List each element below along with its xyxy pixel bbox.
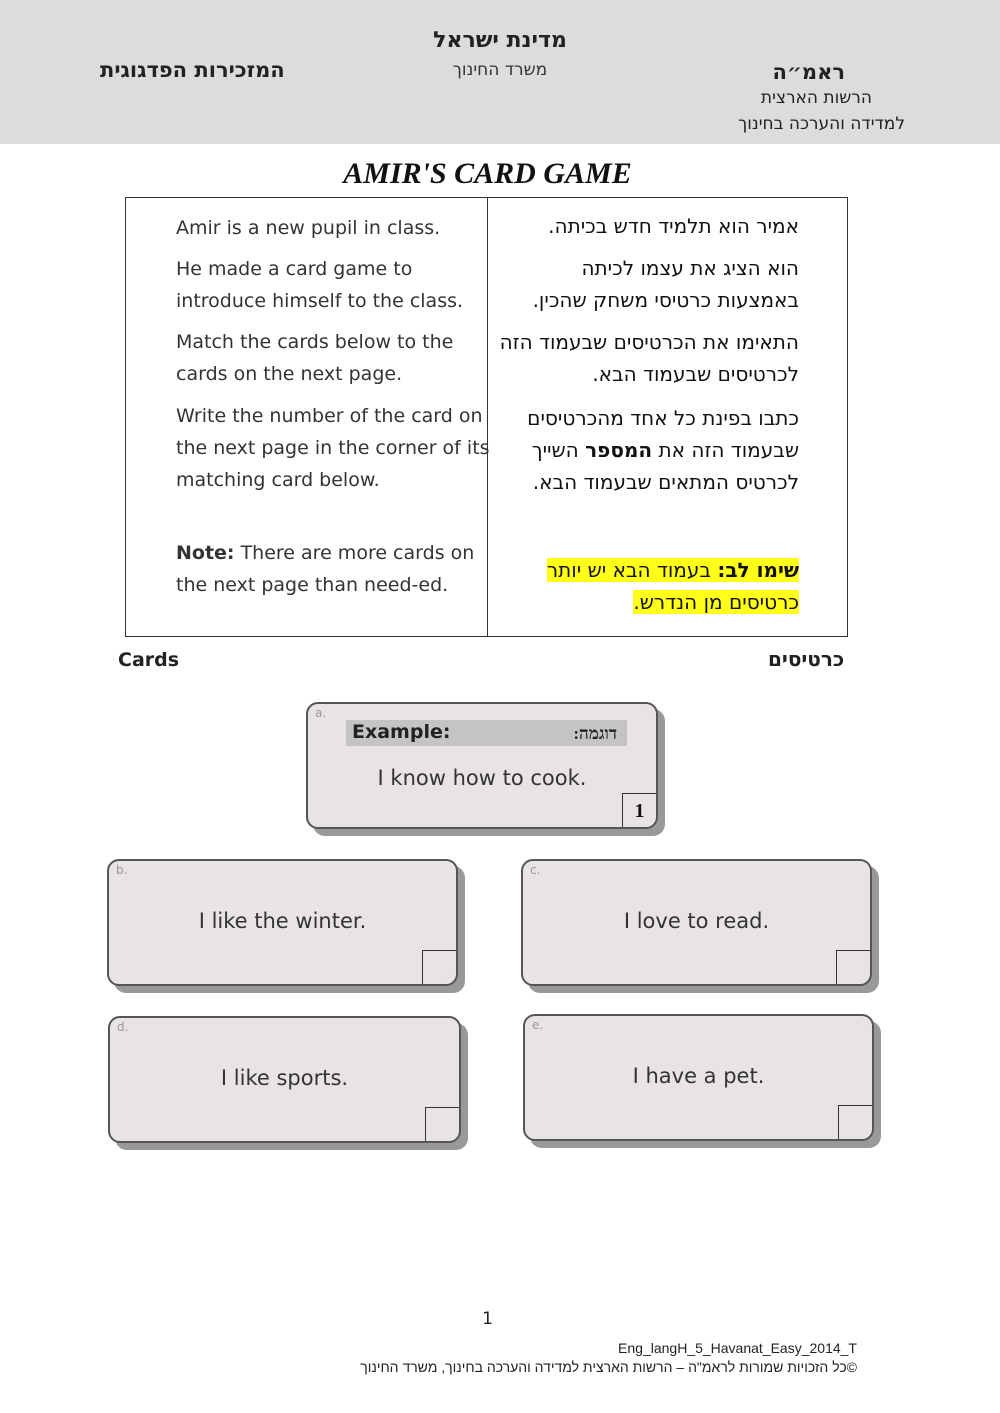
card-text: I have a pet. [632,1064,765,1088]
cards-label-he: כרטיסים [768,647,845,671]
card-text: I love to read. [623,909,770,933]
instruction-he-1: אמיר הוא תלמיד חדש בכיתה. [548,214,799,238]
instruction-he-note [509,554,799,618]
authority-line-1: הרשות הארצית [760,88,872,108]
example-bar [346,720,627,746]
card-d [108,1016,461,1143]
card-letter: c. [530,863,541,877]
document-code: Eng_langH_5_Havanat_Easy_2014_T [618,1340,857,1356]
example-label-he: דוגמה: [573,724,617,743]
card-letter: b. [116,863,128,877]
instruction-he-3: התאימו את הכרטיסים שבעמוד הזה לכרטיסים שבעמוד הבא. [499,330,799,386]
card-letter: a. [315,706,327,720]
card-text: I like the winter. [198,909,367,933]
instruction-en-2: He made a card game to introduce himself to the class. [176,258,464,312]
instructions-table [125,197,848,637]
card-text: I know how to cook. [377,766,587,790]
instruction-he-4-bold: המספר [585,438,653,462]
instruction-he-4 [489,402,799,498]
instruction-en-3: Match the cards below to the cards on the next page. [176,331,454,385]
copyright-notice: ©כל הזכויות שמורות לראמ"ה – הרשות הארצית למדידה והערכה בחינוך, משרד החינוך [360,1359,857,1375]
card-number-box[interactable] [422,950,456,984]
card-c [521,859,872,986]
note-text-he: בעמוד הבא יש יותר כרטיסים מן הנדרש. [546,558,799,614]
cards-label-en: Cards [118,649,180,671]
country-title: מדינת ישראל [433,28,567,53]
instruction-en-1: Amir is a new pupil in class. [176,217,441,239]
card-e [523,1014,874,1141]
instruction-he-4a: כתבו בפינת כל אחד מהכרטיסים שבעמוד הזה את [527,406,799,462]
instruction-en-note [176,537,496,601]
page-header [0,0,1000,144]
instruction-he-4b: השייך לכרטיס המתאים שבעמוד הבא. [531,438,799,494]
instruction-en-4: Write the number of the card on the next page in the corner of its matching card below. [176,405,490,491]
card-letter: d. [117,1020,129,1034]
card-number-box: 1 [622,793,656,827]
rama-title: ראמ״ה [772,60,845,84]
instruction-he-2: הוא הציג את עצמו לכיתה באמצעות כרטיסי משחק שהכין. [532,256,799,312]
card-number-box[interactable] [425,1107,459,1141]
document-title: AMIR'S CARD GAME [343,157,632,190]
card-number-box[interactable] [836,950,870,984]
pedagogic-secretariat: המזכירות הפדגוגית [100,58,285,82]
example-card [306,702,658,829]
note-label-he: שימו לב: [717,558,799,582]
ministry-title: משרד החינוך [452,60,548,80]
card-letter: e. [532,1018,544,1032]
card-b [107,859,458,986]
card-number-box[interactable] [838,1105,872,1139]
note-text-en: There are more cards on the next page than need-ed. [176,542,475,596]
example-label-en: Example: [352,721,451,743]
page-number: 1 [482,1309,493,1329]
card-text: I like sports. [220,1066,349,1090]
note-label-en: Note: [176,542,235,564]
authority-line-2: למדידה והערכה בחינוך [738,114,905,134]
